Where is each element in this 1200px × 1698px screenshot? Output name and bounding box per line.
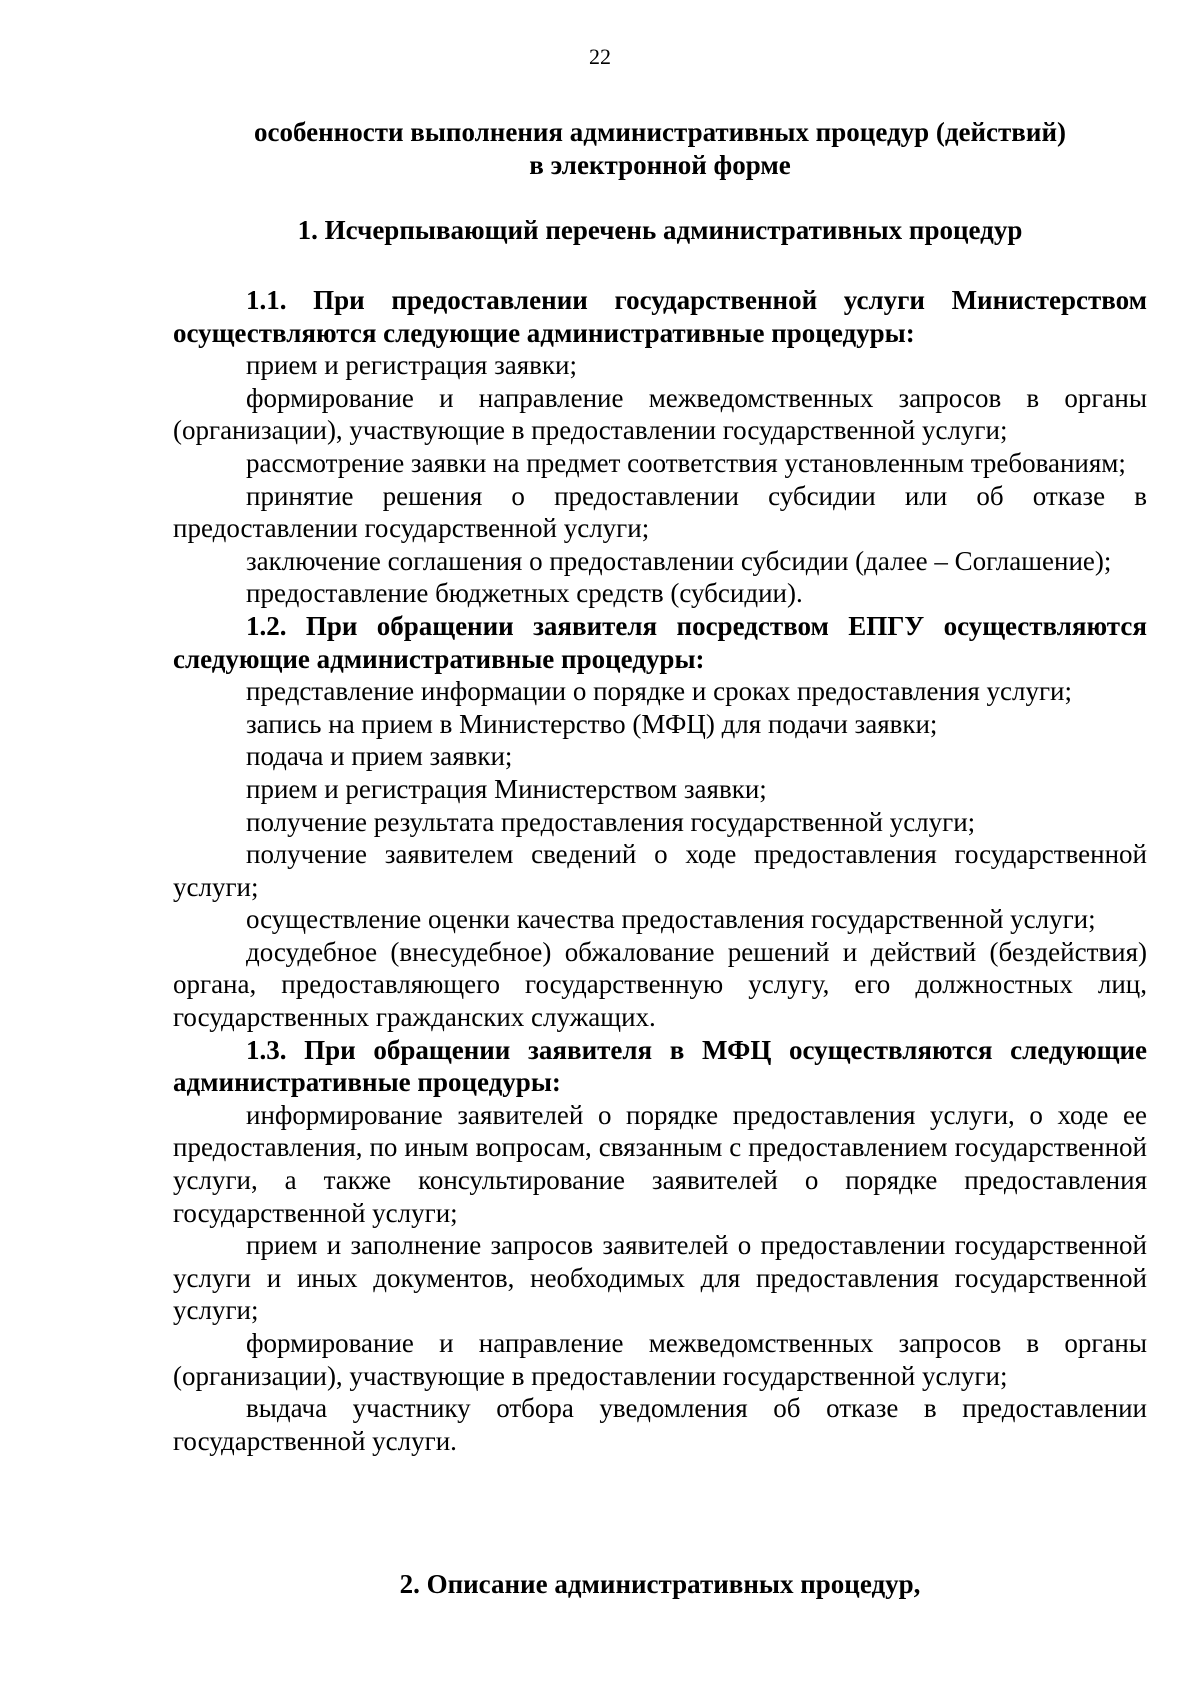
list-item-paragraph: получение заявителем сведений о ходе предоставления государственной услуги;: [173, 839, 1147, 902]
section-1-heading: 1. Исчерпывающий перечень административных процедур: [297, 215, 1023, 245]
page-number: 22: [589, 44, 611, 69]
document-body: [173, 284, 1147, 1457]
list-item-paragraph: получение результата предоставления государственной услуги;: [246, 806, 976, 837]
title-line-1: особенности выполнения административных процедур (действий): [253, 117, 1066, 147]
subsection-heading-paragraph: 1.1. При предоставлении государственной услуги Министерством осуществляются следующие административные процедуры:: [173, 285, 1147, 348]
list-item-paragraph: формирование и направление межведомственных запросов в органы (организации), участвующие в предоставлении государственной услуги;: [173, 1328, 1147, 1391]
list-item-paragraph: рассмотрение заявки на предмет соответствия установленным требованиям;: [246, 447, 1126, 478]
subsection-heading-paragraph: 1.2. При обращении заявителя посредством ЕПГУ осуществляются следующие административные процедуры:: [173, 610, 1147, 674]
title-line-2: в электронной форме: [529, 150, 791, 180]
section-2-heading: 2. Описание административных процедур,: [399, 1569, 921, 1599]
list-item-paragraph: осуществление оценки качества предоставления государственной услуги;: [246, 904, 1096, 935]
list-item-paragraph: информирование заявителей о порядке предоставления услуги, о ходе ее предоставления, по иным вопросам, связанным с предоставлением государственной услуги, а также консультирование заявителей о порядке предоставления государственной услуги;: [173, 1099, 1147, 1228]
list-item-paragraph: прием и регистрация Министерством заявки;: [246, 773, 767, 804]
subsection-heading-paragraph: 1.3. При обращении заявителя в МФЦ осуществляются следующие административные процедуры:: [173, 1034, 1147, 1098]
list-item-paragraph: принятие решения о предоставлении субсидии или об отказе в предоставлении государственной услуги;: [173, 480, 1147, 544]
list-item-paragraph: предоставление бюджетных средств (субсидии).: [246, 578, 803, 609]
list-item-paragraph: выдача участнику отбора уведомления об отказе в предоставлении государственной услуги.: [173, 1393, 1147, 1456]
list-item-paragraph: представление информации о порядке и сроках предоставления услуги;: [246, 676, 1073, 707]
list-item-paragraph: заключение соглашения о предоставлении субсидии (далее – Соглашение);: [246, 545, 1112, 576]
list-item-paragraph: прием и заполнение запросов заявителей о предоставлении государственной услуги и иных документов, необходимых для предоставления государственной услуги;: [173, 1230, 1147, 1326]
list-item-paragraph: формирование и направление межведомственных запросов в органы (организации), участвующие в предоставлении государственной услуги;: [173, 382, 1147, 446]
list-item-paragraph: подача и прием заявки;: [246, 741, 513, 772]
list-item-paragraph: запись на прием в Министерство (МФЦ) для подачи заявки;: [246, 708, 938, 739]
list-item-paragraph: прием и регистрация заявки;: [246, 350, 577, 381]
list-item-paragraph: досудебное (внесудебное) обжалование решений и действий (бездействия) органа, предоставляющего государственную услугу, его должностных лиц, государственных гражданских служащих.: [173, 936, 1147, 1033]
